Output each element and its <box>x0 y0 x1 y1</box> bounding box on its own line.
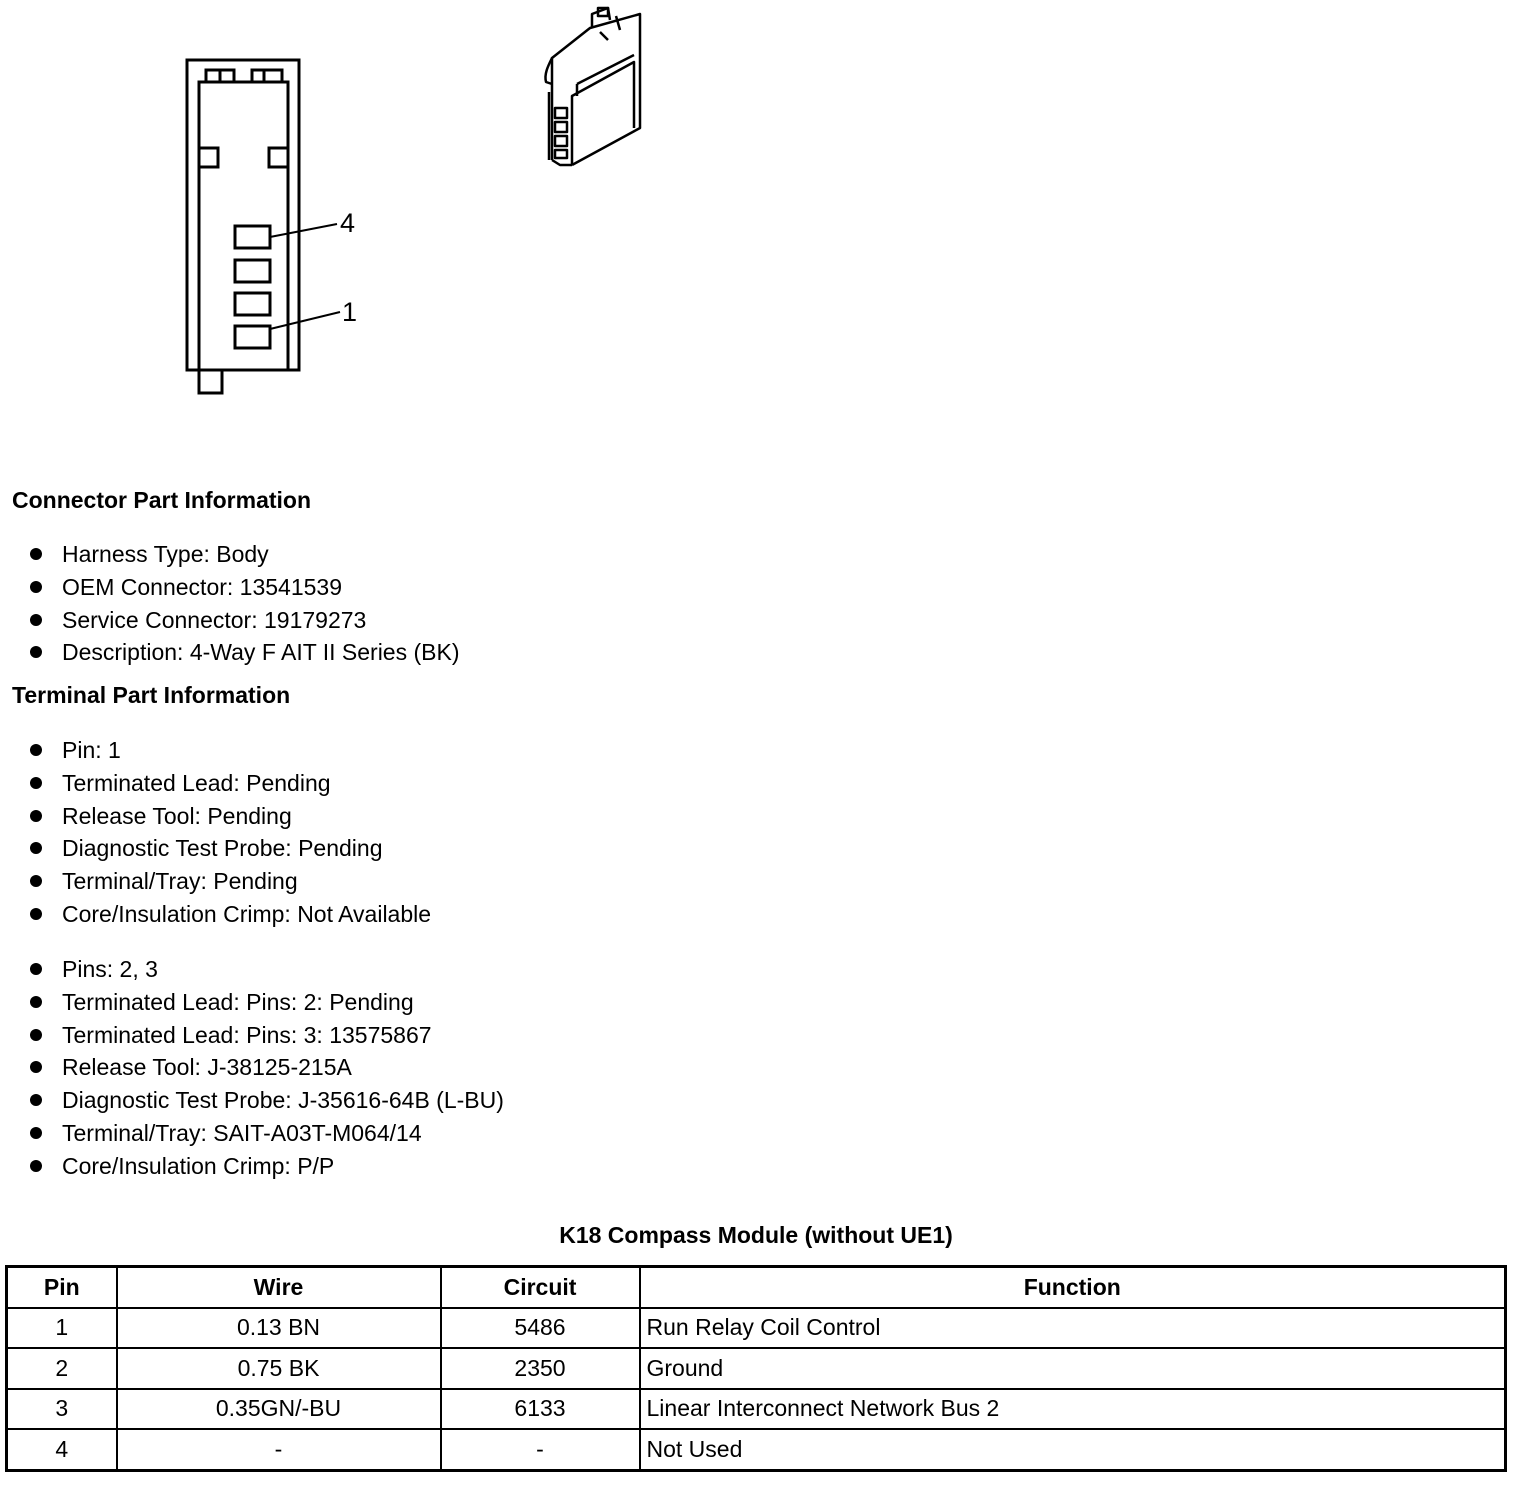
terminal-pin1-list <box>28 734 431 931</box>
cavity-3 <box>235 260 270 282</box>
connector-isometric-view <box>545 8 640 165</box>
cell-wire: 0.13 BN <box>117 1308 441 1349</box>
cavity-4 <box>235 226 270 248</box>
connector-face-view <box>187 60 340 393</box>
cell-pin: 4 <box>7 1429 117 1470</box>
list-item: Terminated Lead: Pending <box>28 767 431 800</box>
cell-wire: 0.75 BK <box>117 1348 441 1389</box>
list-item: Core/Insulation Crimp: P/P <box>28 1150 504 1183</box>
list-item: Terminal/Tray: Pending <box>28 865 431 898</box>
header-circuit: Circuit <box>441 1267 640 1308</box>
list-item: Release Tool: J-38125-215A <box>28 1051 504 1084</box>
pin-table <box>5 1265 1507 1472</box>
list-item: Harness Type: Body <box>28 538 460 571</box>
table-row <box>7 1389 1506 1430</box>
list-item: Terminal/Tray: SAIT-A03T-M064/14 <box>28 1117 504 1150</box>
header-function: Function <box>640 1267 1506 1308</box>
table-row <box>7 1308 1506 1349</box>
cell-function: Ground <box>640 1348 1506 1389</box>
cell-circuit: 2350 <box>441 1348 640 1389</box>
cell-function: Not Used <box>640 1429 1506 1470</box>
callout-pin-1: 1 <box>342 297 358 327</box>
table-row <box>7 1429 1506 1470</box>
connector-part-info-heading: Connector Part Information <box>12 487 312 513</box>
table-row <box>7 1348 1506 1389</box>
cell-circuit: - <box>441 1429 640 1470</box>
terminal-pins23-list <box>28 953 504 1183</box>
list-item: Core/Insulation Crimp: Not Available <box>28 898 431 931</box>
pin-table-title: K18 Compass Module (without UE1) <box>559 1222 953 1248</box>
list-item: Diagnostic Test Probe: Pending <box>28 832 431 865</box>
connector-diagram <box>0 0 700 410</box>
cell-pin: 2 <box>7 1348 117 1389</box>
cell-function: Run Relay Coil Control <box>640 1308 1506 1349</box>
list-item: Pins: 2, 3 <box>28 953 504 986</box>
cell-pin: 1 <box>7 1308 117 1349</box>
header-pin: Pin <box>7 1267 117 1308</box>
cell-pin: 3 <box>7 1389 117 1430</box>
list-item: Description: 4-Way F AIT II Series (BK) <box>28 636 460 669</box>
connector-part-info-list <box>28 538 460 669</box>
list-item: Release Tool: Pending <box>28 800 431 833</box>
header-wire: Wire <box>117 1267 441 1308</box>
list-item: OEM Connector: 13541539 <box>28 571 460 604</box>
list-item: Terminated Lead: Pins: 2: Pending <box>28 986 504 1019</box>
cell-function: Linear Interconnect Network Bus 2 <box>640 1389 1506 1430</box>
list-item: Diagnostic Test Probe: J-35616-64B (L-BU) <box>28 1084 504 1117</box>
cell-circuit: 6133 <box>441 1389 640 1430</box>
cell-wire: - <box>117 1429 441 1470</box>
cell-circuit: 5486 <box>441 1308 640 1349</box>
terminal-part-info-heading: Terminal Part Information <box>12 682 291 708</box>
table-header-row <box>7 1267 1506 1308</box>
list-item: Pin: 1 <box>28 734 431 767</box>
cavity-1 <box>235 326 270 348</box>
list-item: Service Connector: 19179273 <box>28 604 460 637</box>
list-item: Terminated Lead: Pins: 3: 13575867 <box>28 1019 504 1052</box>
cavity-2 <box>235 293 270 315</box>
callout-pin-4: 4 <box>340 208 356 238</box>
cell-wire: 0.35GN/-BU <box>117 1389 441 1430</box>
